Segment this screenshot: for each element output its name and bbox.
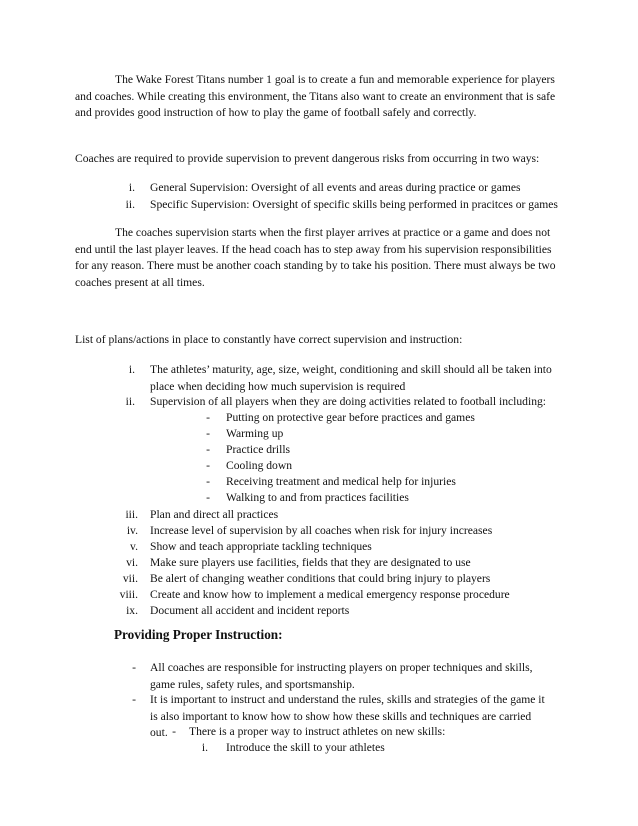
- plan-item: [0, 603, 638, 620]
- list-item-text: Introduce the skill to your athletes: [226, 741, 385, 754]
- list-marker: -: [206, 491, 210, 504]
- list-marker: vi.: [126, 556, 138, 569]
- plan-subitem: [0, 426, 638, 443]
- list-marker: viii.: [119, 588, 138, 601]
- list-marker: -: [206, 443, 210, 456]
- list-marker: -: [206, 411, 210, 424]
- list-marker: ix.: [126, 604, 138, 617]
- list-item-text: It is important to instruct and understand the rules, skills and strategies of the game it is also important to know how to show how these skills and techniques are carried out.: [150, 693, 545, 739]
- list-marker: ii.: [125, 395, 135, 408]
- list-item-text: Make sure players use facilities, fields that they are designated to use: [150, 556, 471, 569]
- list-item-text: Practice drills: [226, 443, 291, 456]
- plan-item: [0, 394, 638, 411]
- list-marker: i.: [128, 363, 135, 376]
- list-item-text: Be alert of changing weather conditions that could bring injury to players: [150, 572, 491, 585]
- plan-subitem: [0, 474, 638, 491]
- plans-lead: List of plans/actions in place to constantly have correct supervision and instruction:: [75, 333, 463, 346]
- list-marker: i.: [201, 741, 208, 754]
- list-marker: ii.: [125, 198, 135, 211]
- intro-paragraph: The Wake Forest Titans number 1 goal is to create a fun and memorable experience for players and coaches. While creating this environment, the Titans also want to create an environment that is safe and provides good instruction of how to play the game of football safely and correctly.: [75, 73, 556, 119]
- list-item-text: Create and know how to implement a medical emergency response procedure: [150, 588, 510, 601]
- plan-subitem: [0, 458, 638, 475]
- list-item-text: Specific Supervision: Oversight of specific skills being performed in pracitces or games: [150, 198, 558, 211]
- list-marker: v.: [130, 540, 138, 553]
- list-item-text: Walking to and from practices facilities: [226, 491, 409, 504]
- plan-item: [0, 587, 638, 604]
- list-marker: -: [206, 459, 210, 472]
- plan-item: [0, 539, 638, 556]
- list-item-text: All coaches are responsible for instructing players on proper techniques and skills, game rules, safety rules, and sportsmanship.: [150, 661, 533, 691]
- list-marker: iii.: [125, 508, 138, 521]
- list-marker: iv.: [126, 524, 138, 537]
- list-item-text: There is a proper way to instruct athletes on new skills:: [189, 725, 446, 738]
- plan-item: [0, 555, 638, 572]
- plan-item: [0, 571, 638, 588]
- list-item-text: General Supervision: Oversight of all events and areas during practice or games: [150, 181, 521, 194]
- list-item-text: Show and teach appropriate tackling techniques: [150, 540, 372, 553]
- supervision-lead: Coaches are required to provide supervision to prevent dangerous risks from occurring in two ways:: [75, 152, 540, 165]
- list-marker: -: [206, 427, 210, 440]
- list-item-text: Plan and direct all practices: [150, 508, 279, 521]
- list-item-text: Receiving treatment and medical help for injuries: [226, 475, 456, 488]
- instruction-subsubitem: [0, 740, 638, 757]
- list-item-text: Increase level of supervision by all coaches when risk for injury increases: [150, 524, 493, 537]
- list-marker: -: [206, 475, 210, 488]
- supervision-type-item: [0, 180, 638, 197]
- list-item-text: Putting on protective gear before practices and games: [226, 411, 475, 424]
- list-item-text: Document all accident and incident reports: [150, 604, 350, 617]
- list-marker: -: [132, 661, 136, 674]
- plan-subitem: [0, 442, 638, 459]
- list-item-text: Cooling down: [226, 459, 293, 472]
- list-marker: -: [172, 725, 176, 738]
- list-item-text: Warming up: [226, 427, 284, 440]
- plan-item: [0, 507, 638, 524]
- list-marker: -: [132, 693, 136, 706]
- plan-item: [0, 523, 638, 540]
- list-marker: i.: [128, 181, 135, 194]
- list-item-text: The athletes’ maturity, age, size, weight, conditioning and skill should all be taken into place when deciding how much supervision is required: [150, 363, 552, 393]
- list-marker: vii.: [122, 572, 138, 585]
- instruction-subitem: [0, 724, 638, 741]
- instruction-heading: Providing Proper Instruction:: [114, 627, 283, 642]
- plan-subitem: [0, 490, 638, 507]
- instruction-item: [0, 660, 638, 693]
- list-item-text: Supervision of all players when they are doing activities related to football including:: [150, 395, 547, 408]
- plan-item: [0, 362, 638, 395]
- supervision-paragraph: The coaches supervision starts when the first player arrives at practice or a game and does not end until the last player leaves. If the head coach has to step away from his supervision responsibilities for any reason. There must be another coach standing by to take his position. There must always be two coaches present at all times.: [75, 226, 556, 289]
- plan-subitem: [0, 410, 638, 427]
- supervision-type-item: [0, 197, 638, 214]
